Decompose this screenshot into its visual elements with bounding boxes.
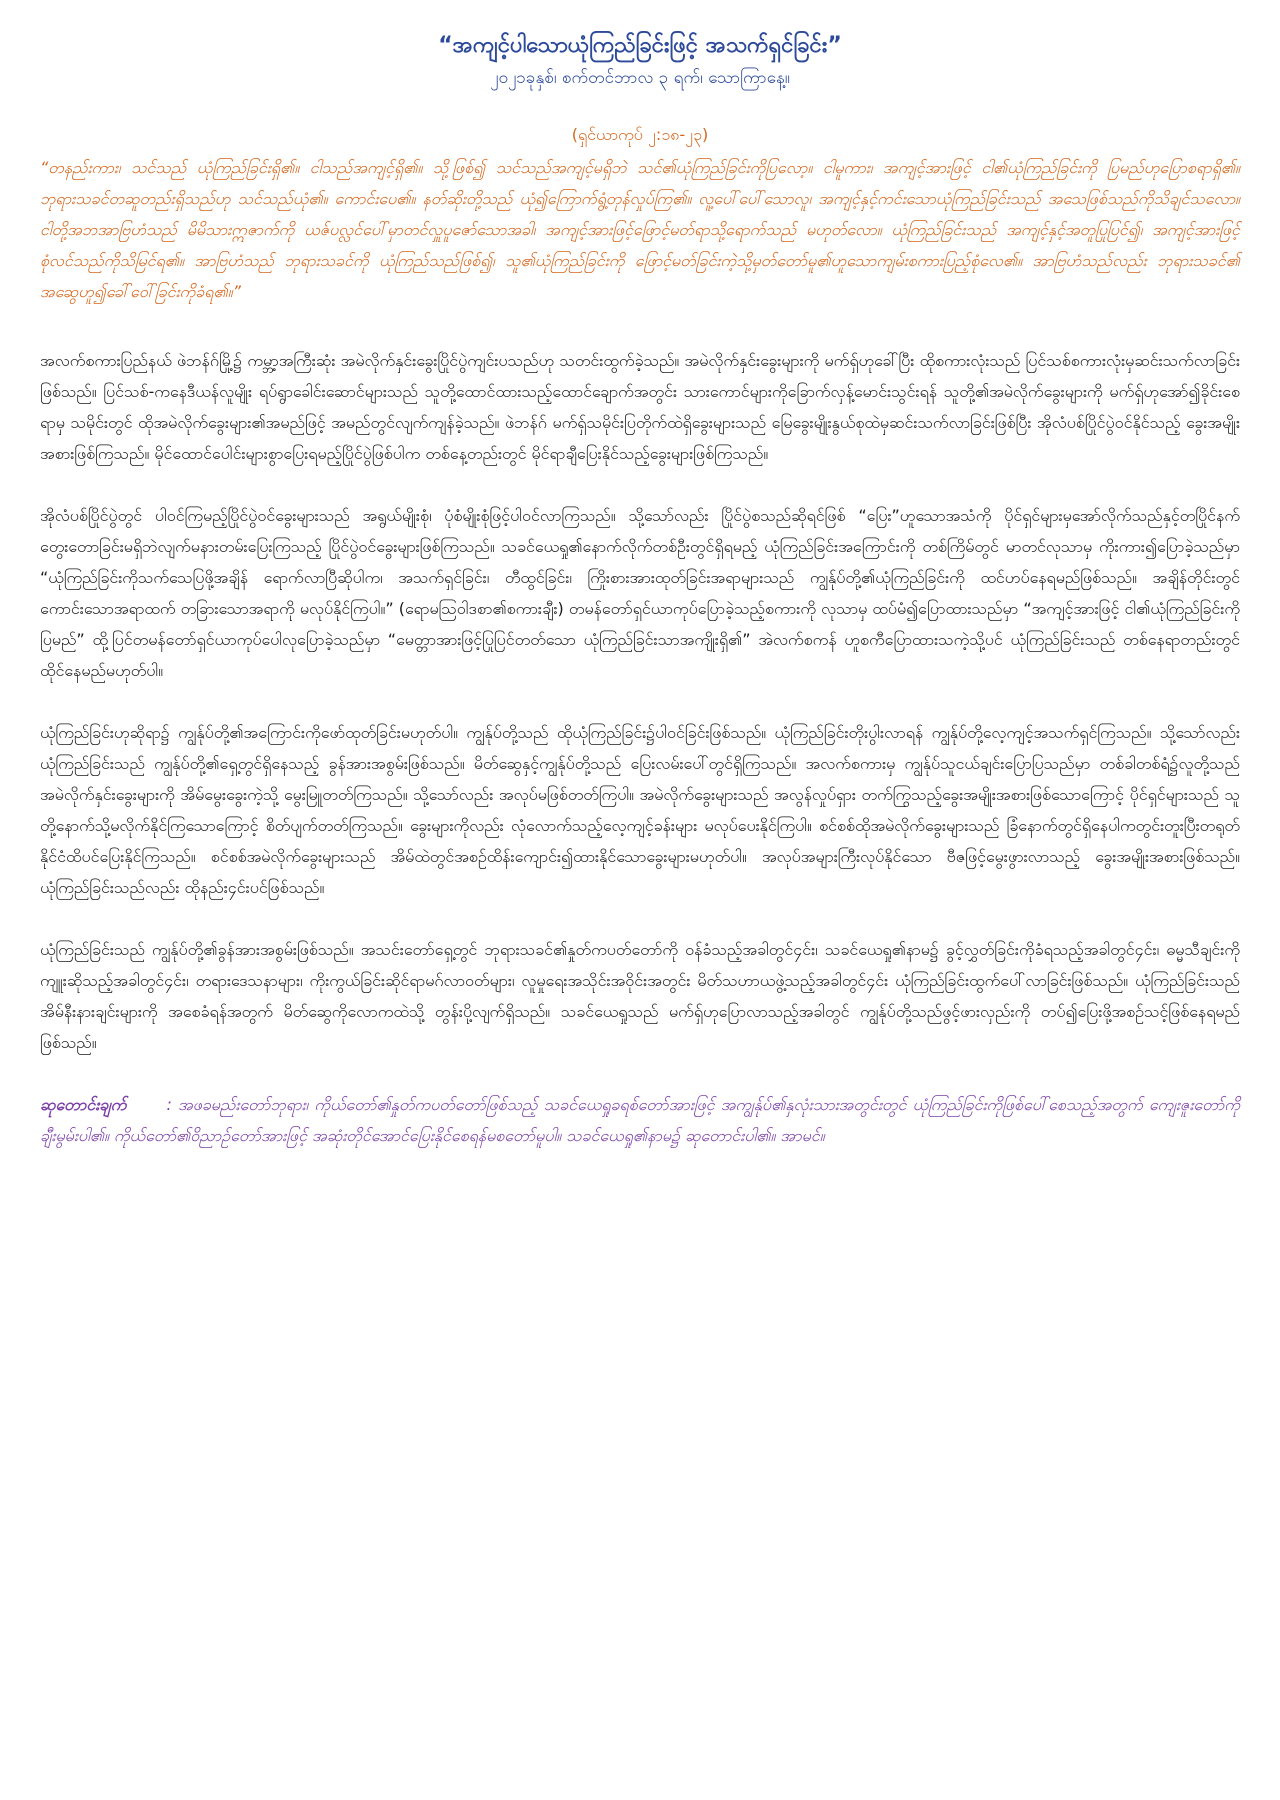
- prayer: [40, 1089, 1240, 1151]
- document-title: “အကျင့်ပါသောယုံကြည်ခြင်းဖြင့် အသက်ရှင်ခြင်း”: [438, 33, 842, 58]
- prayer-text: : အဖခမည်းတော်ဘုရား၊ ကိုယ်တော်၏နှုတ်ကပတ်တော်ဖြစ်သည့် သခင်ယေရှုခရစ်တော်အားဖြင့် အကျွန်ုပ်၏နှလုံးသားအတွင်းတွင် ယုံကြည်ခြင်းကိုဖြစ်ပေါ်စေသည့်အတွက် ကျေးဇူးတော်ကိုချီးမွမ်းပါ၏။ ကိုယ်တော်၏ဝိညာဉ်တော်အားဖြင့် အဆုံးတိုင်အောင်ပြေးနိုင်စေရန်မစတော်မူပါ။ သခင်ယေရှု၏နာမ၌ ဆုတောင်းပါ၏။ အာမင်။: [40, 1095, 1240, 1145]
- prayer-label: ဆုတောင်းချက်: [40, 1095, 127, 1114]
- body-paragraph-1: အလက်စကားပြည်နယ် ဖဲဘန်ဂ်မြို့၌ ကမ္ဘာ့အကြီးဆုံး အမဲလိုက်နှင်းခွေးပြိုင်ပွဲကျင်းပသည်ဟု သတင်းထွက်ခဲ့သည်။ အမဲလိုက်နှင်းခွေးများကို မက်ရှ်ဟုခေါ်ပြီး ထိုစကားလုံးသည် ပြင်သစ်စကားလုံးမှဆင်းသက်လာခြင်းဖြစ်သည်။ ပြင်သစ်-ကနေဒီယန်လူမျိုး ရပ်ရွာခေါင်းဆောင်များသည် သူတို့ထောင်ထားသည့်ထောင်ချောက်အတွင်း သားကောင်များကိုခြောက်လှန့်မောင်းသွင်းရန် သူတို့၏အမဲလိုက်ခွေးများကို မက်ရှ်ဟုအော်၍ခိုင်းစေရာမှ သမိုင်းတွင် ထိုအမဲလိုက်ခွေးများ၏အမည်ဖြင့် အမည်တွင်လျက်ကျန်ခဲ့သည်။ ဖဲဘန်ဂ် မက်ရှ်သမိုင်းပြတိုက်ထဲရှိခွေးများသည် မြေခွေးမျိုးနွယ်စုထဲမှဆင်းသက်လာခြင်းဖြစ်ပြီး အိုလံပစ်ပြိုင်ပွဲဝင်နိုင်သည့် ခွေးအမျိုးအစားဖြစ်ကြသည်။ မိုင်ထောင်ပေါင်းများစွာပြေးရမည့်ပြိုင်ပွဲဖြစ်ပါက တစ်နေ့တည်းတွင် မိုင်ရာချီပြေးနိုင်သည့်ခွေးများဖြစ်ကြသည်။: [40, 351, 1240, 463]
- verse-reference: (ရှင်ယာကုပ် ၂:၁၈-၂၃): [571, 125, 709, 144]
- document-date: ၂၀၂၁ခုနှစ်၊ စက်တင်ဘာလ ၃ ရက်၊ သောကြာနေ့။: [490, 68, 790, 88]
- body-paragraph-3: ယုံကြည်ခြင်းဟုဆိုရာ၌ ကျွန်ုပ်တို့၏အကြောင်းကိုဖော်ထုတ်ခြင်းမဟုတ်ပါ။ ကျွန်ုပ်တို့သည် ထိုယုံကြည်ခြင်း၌ပါဝင်ခြင်းဖြစ်သည်။ ယုံကြည်ခြင်းတိုးပွါးလာရန် ကျွန်ုပ်တို့လေ့ကျင့်အသက်ရှင်ကြသည်။ သို့သော်လည်း ယုံကြည်ခြင်းသည် ကျွန်ုပ်တို့၏ရှေ့တွင်ရှိနေသည့် ခွန်အားအစွမ်းဖြစ်သည်။ မိတ်ဆွေနှင့်ကျွန်ုပ်တို့သည် ပြေးလမ်းပေါ်တွင်ရှိကြသည်။ အလက်စကားမှ ကျွန်ုပ်သူငယ်ချင်းပြောပြသည်မှာ တစ်ခါတစ်ရံ၌လူတို့သည် အမဲလိုက်နှင်းခွေးများကို အိမ်မွေးခွေးကဲ့သို့ မွေးမြူတတ်ကြသည်။ သို့သော်လည်း အလုပ်မဖြစ်တတ်ကြပါ။ အမဲလိုက်ခွေးများသည် အလွန်လှုပ်ရှား တက်ကြွသည့်ခွေးအမျိုးအစားဖြစ်သောကြောင့် ပိုင်ရှင်များသည် သူတို့နောက်သို့မလိုက်နိုင်ကြသောကြောင့် စိတ်ပျက်တတ်ကြသည်။ ခွေးများကိုလည်း လုံလောက်သည့်လေ့ကျင့်ခန်းများ မလုပ်ပေးနိုင်ကြပါ။ စင်စစ်ထိုအမဲလိုက်ခွေးများသည် ခြံနောက်တွင်ရှိနေပါကတွင်းတူးပြီးတရုတ်နိုင်ငံထိပင်ပြေးနိုင်ကြသည်။ စင်စစ်အမဲလိုက်ခွေးများသည် အိမ်ထဲတွင်အစဉ်ထိန်းကျောင်း၍ထားနိုင်သောခွေးများမဟုတ်ပါ။ အလုပ်အများကြီးလုပ်နိုင်သော ဗီဇဖြင့်မွေးဖွားလာသည့် ခွေးအမျိုးအစားဖြစ်သည်။ ယုံကြည်ခြင်းသည်လည်း ထိုနည်း၄င်းပင်ဖြစ်သည်။: [40, 723, 1240, 897]
- verse-text: “တနည်းကား၊ သင်သည် ယုံကြည်ခြင်းရှိ၏။ ငါသည်အကျင့်ရှိ၏။ သို့ဖြစ်၍ သင်သည်အကျင့်မရှိဘဲ သင်၏ယုံကြည်ခြင်းကိုပြလော့။ ငါမူကား၊ အကျင့်အားဖြင့် ငါ၏ယုံကြည်ခြင်းကို ပြမည်ဟုပြောစရာရှိ၏။ ဘုရားသခင်တဆူတည်းရှိသည်ဟု သင်သည်ယုံ၏။ ကောင်းပေ၏။ နတ်ဆိုးတို့သည် ယုံ၍ကြောက်ရွံ့တုန်လှုပ်ကြ၏။ လူ့ပေါ်ပေါ်သောလူ၊ အကျင့်နှင့်ကင်းသောယုံကြည်ခြင်းသည် အသေဖြစ်သည်ကိုသိချင်သလော။ ငါတို့အဘအာဗြဟံသည် မိမိသားဣဇာက်ကို ယဇ်ပလ္လင်ပေါ်မှာတင်လှူပူဇော်သောအခါ၊ အကျင့်အားဖြင့်ဖြောင့်မတ်ရာသို့ရောက်သည် မဟုတ်လော။ ယုံကြည်ခြင်းသည် အကျင့်နှင့်အတူပြုပြင်၍၊ အကျင့်အားဖြင့် စုံလင်သည်ကိုသိမြင်ရ၏။ အာဗြဟံသည် ဘုရားသခင်ကို ယုံကြည်သည်ဖြစ်၍၊ သူ၏ယုံကြည်ခြင်းကို ဖြောင့်မတ်ခြင်းကဲ့သို့မှတ်တော်မူ၏ဟူသောကျမ်းစကားပြည့်စုံလေ၏။ အာဗြဟံသည်လည်း ဘုရားသခင်၏ အဆွေဟူ၍ခေါ်ဝေါ်ခြင်းကိုခံရ၏။”: [40, 158, 1240, 301]
- body-paragraph-4: ယုံကြည်ခြင်းသည် ကျွန်ုပ်တို့၏ခွန်အားအစွမ်းဖြစ်သည်။ အသင်းတော်ရှေ့တွင် ဘုရားသခင်၏နှုတ်ကပတ်တော်ကို ဝန်ခံသည့်အခါတွင်၄င်း၊ သခင်ယေရှု၏နာမ၌ ခွင့်လွှတ်ခြင်းကိုခံရသည့်အခါတွင်၄င်း၊ ဓမ္မသီချင်းကို ကျူးဆိုသည့်အခါတွင်၄င်း၊ တရားဒေသနာများ၊ ကိုးကွယ်ခြင်းဆိုင်ရာမဂ်လာဝတ်များ၊ လူမှုရေးအသိုင်းအဝိုင်းအတွင်း မိတ်သဟာယဖွဲ့သည့်အခါတွင်၄င်း ယုံကြည်ခြင်းထွက်ပေါ်လာခြင်းဖြစ်သည်။ ယုံကြည်ခြင်းသည် အိမ်နီးနားချင်းများကို အစေခံရန်အတွက် မိတ်ဆွေကိုလောကထဲသို့ တွန်းပို့လျက်ရှိသည်။ သခင်ယေရှုသည် မက်ရှ်ဟုပြောလာသည့်အခါတွင် ကျွန်ုပ်တို့သည်ဖွင့်ဖားလှည်းကို တပ်၍ပြေးဖို့အစဉ်သင့်ဖြစ်နေရမည်ဖြစ်သည်။: [40, 940, 1240, 1052]
- body-paragraph-2: အိုလံပစ်ပြိုင်ပွဲတွင် ပါဝင်ကြမည့်ပြိုင်ပွဲဝင်ခွေးများသည် အရွယ်မျိုးစုံ၊ ပုံစံမျိုးစုံဖြင့်ပါဝင်လာကြသည်။ သို့သော်လည်း ပြိုင်ပွဲစသည်ဆိုရင်ဖြစ် “ပြေး”ဟူသောအသံကို ပိုင်ရှင်များမှအော်လိုက်သည်နှင့်တပြိုင်နက် တွေးတောခြင်းမရှိဘဲလျက်မနားတမ်းပြေးကြသည့် ပြိုင်ပွဲဝင်ခွေးများဖြစ်ကြသည်။ သခင်ယေရှု၏နောက်လိုက်တစ်ဦးတွင်ရှိရမည့် ယုံကြည်ခြင်းအကြောင်းကို တစ်ကြိမ်တွင် မာတင်လုသာမှ ကိုးကား၍ပြောခဲ့သည်မှာ “ယုံကြည်ခြင်းကိုသက်သေပြဖို့အချိန် ရောက်လာပြီဆိုပါက၊ အသက်ရှင်ခြင်း၊ တီထွင်ခြင်း၊ ကြိုးစားအားထုတ်ခြင်းအရာများသည် ကျွန်ုပ်တို့၏ယုံကြည်ခြင်းကို ထင်ဟပ်နေရမည်ဖြစ်သည်။ အချိန်တိုင်းတွင် ကောင်းသောအရာထက် တခြားသောအရာကို မလုပ်နိုင်ကြပါ။” (ရောမသြဝါဒစာ၏စကားချီး) တမန်တော်ရှင်ယာကုပ်ပြောခဲ့သည့်စကားကို လုသာမှ ထပ်မံ၍ပြောထားသည်မှာ “အကျင့်အားဖြင့် ငါ၏ယုံကြည်ခြင်းကိုပြမည်” ထို့ပြင်တမန်တော်ရှင်ယာကုပ်ပေါလုပြောခဲ့သည်မှာ “မေတ္တာအားဖြင့်ပြုပြင်တတ်သော ယုံကြည်ခြင်းသာအကျိုးရှိ၏” အဲလက်စကန် ဟူစကီပြောထားသကဲ့သို့ပင် ယုံကြည်ခြင်းသည် တစ်နေရာတည်းတွင်ထိုင်နေမည်မဟုတ်ပါ။: [40, 506, 1241, 680]
